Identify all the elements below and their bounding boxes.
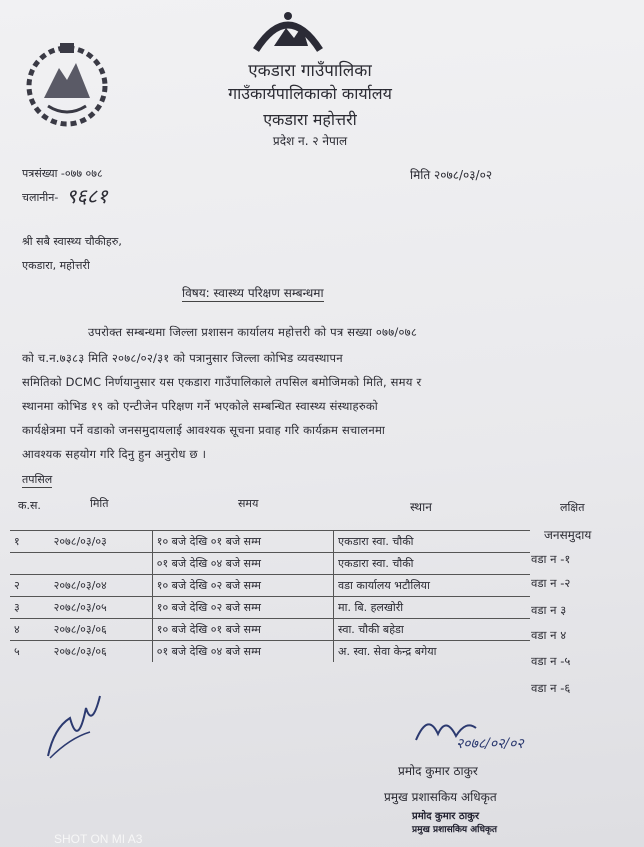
body-line: उपरोक्त सम्बन्धमा जिल्ला प्रशासन कार्यालय महोत्तरी को पत्र सख्या ०७७/०७८ xyxy=(88,325,418,339)
cell-date: २०७८/०३/०३ xyxy=(50,531,153,553)
body-line: कार्यक्षेत्रमा पर्ने वडाको जनसमुदायलाई आवश्यक सूचना प्रवाह गरि कार्यक्रम सचालनमा xyxy=(22,423,386,437)
table-row xyxy=(10,597,530,619)
cell-place: एकडारा स्वा. चौकी xyxy=(334,553,530,575)
ward-label: वडा न ४ xyxy=(531,628,567,642)
stamp-name: प्रमोद कुमार ठाकुर xyxy=(412,811,480,822)
ward-label: वडा न -१ xyxy=(531,552,571,566)
col-header-place: स्थान xyxy=(410,500,432,514)
col-header-community: जनसमुदाय xyxy=(544,528,592,542)
office-location: एकडारा महोत्तरी xyxy=(263,110,357,129)
cell-sn: ५ xyxy=(10,641,50,663)
cell-sn: ३ xyxy=(10,597,50,619)
body-line: स्थानमा कोभिड १९ को एन्टीजेन परिक्षण गर्ने भएकोले सम्बन्धित स्वास्थ्य संस्थाहरुको xyxy=(22,399,378,413)
cell-date: २०७८/०३/०४ xyxy=(50,575,153,597)
municipality-logo xyxy=(248,6,328,58)
col-header-target: लक्षित xyxy=(560,501,585,514)
cell-date: २०७८/०३/०६ xyxy=(50,619,153,641)
cell-place: स्वा. चौकी बहेडा xyxy=(334,619,530,641)
recipient-line1: श्री सबै स्वास्थ्य चौकीहरु, xyxy=(22,235,122,248)
cell-place: वडा कार्यालय भटौलिया xyxy=(334,575,530,597)
recipient-line2: एकडारा, महोत्तरी xyxy=(22,259,90,272)
table-row xyxy=(10,641,530,663)
cell-time: ०१ बजे देखि ०४ बजे सम्म xyxy=(152,553,333,575)
official-stamp xyxy=(412,808,532,835)
table-row xyxy=(10,619,530,641)
col-header-sn: क.स. xyxy=(18,499,41,512)
schedule-table xyxy=(10,530,530,662)
ward-label: वडा न -२ xyxy=(531,576,571,590)
table-row xyxy=(10,531,530,553)
camera-watermark: SHOT ON MI A3 xyxy=(54,832,143,846)
cell-time: १० बजे देखि ०१ बजे सम्म xyxy=(152,531,333,553)
letter-date: मिति २०७८/०३/०२ xyxy=(410,168,493,182)
province: प्रदेश न. २ नेपाल xyxy=(272,134,348,148)
ward-label: वडा न ३ xyxy=(531,603,567,617)
subject: विषय: स्वास्थ्य परिक्षण सम्बन्धमा xyxy=(182,286,324,300)
dispatch-number: ९६८१ xyxy=(66,184,108,208)
letter-number: पत्रसंख्या -०७७ ०७८ xyxy=(22,167,103,180)
office-name: एकडारा गाउँपालिका xyxy=(248,61,372,81)
body-line: समितिको DCMC निर्णयानुसार यस एकडारा गाउँपालिकाले तपसिल बमोजिमको मिति, समय र xyxy=(22,375,422,389)
initials-signature xyxy=(40,688,110,764)
signature-date: २०७८/०२/०२ xyxy=(456,736,524,752)
office-sub: गाउँकार्यपालिकाको कार्यालय xyxy=(228,84,392,103)
officer-name: प्रमोद कुमार ठाकुर xyxy=(398,764,478,778)
cell-sn xyxy=(10,553,50,575)
cell-date: २०७८/०३/०६ xyxy=(50,641,153,663)
officer-designation: प्रमुख प्रशासकिय अधिकृत xyxy=(384,790,497,804)
government-emblem xyxy=(24,38,110,130)
body-line: को च.न.७३८३ मिति २०७८/०२/३१ को पत्रानुसार जिल्ला कोभिड व्यवस्थापन xyxy=(22,351,343,365)
cell-place: अ. स्वा. सेवा केन्द्र बगेया xyxy=(334,641,530,663)
cell-sn: ४ xyxy=(10,619,50,641)
cell-sn: १ xyxy=(10,531,50,553)
stamp-designation: प्रमुख प्रशासकिय अधिकृत xyxy=(412,825,498,835)
cell-time: ०१ बजे देखि ०४ बजे सम्म xyxy=(152,641,333,663)
cell-time: १० बजे देखि ०२ बजे सम्म xyxy=(152,597,333,619)
cell-date: २०७८/०३/०५ xyxy=(50,597,153,619)
table-row xyxy=(10,553,530,575)
body-line: आवश्यक सहयोग गरि दिनु हुन अनुरोध छ । xyxy=(22,447,207,461)
cell-time: १० बजे देखि ०१ बजे सम्म xyxy=(152,619,333,641)
dispatch-label: चलानीन- xyxy=(22,191,59,204)
cell-place: एकडारा स्वा. चौकी xyxy=(334,531,530,553)
cell-date xyxy=(50,553,153,575)
col-header-time: समय xyxy=(238,497,259,510)
ward-label: वडा न -५ xyxy=(531,654,571,668)
col-header-date: मिति xyxy=(90,497,109,510)
cell-time: १० बजे देखि ०२ बजे सम्म xyxy=(152,575,333,597)
table-row xyxy=(10,575,530,597)
cell-sn: २ xyxy=(10,575,50,597)
cell-place: मा. बि. हलखोरी xyxy=(334,597,530,619)
ward-label: वडा न -६ xyxy=(531,681,571,695)
tapsil-label: तपसिल xyxy=(22,473,53,486)
